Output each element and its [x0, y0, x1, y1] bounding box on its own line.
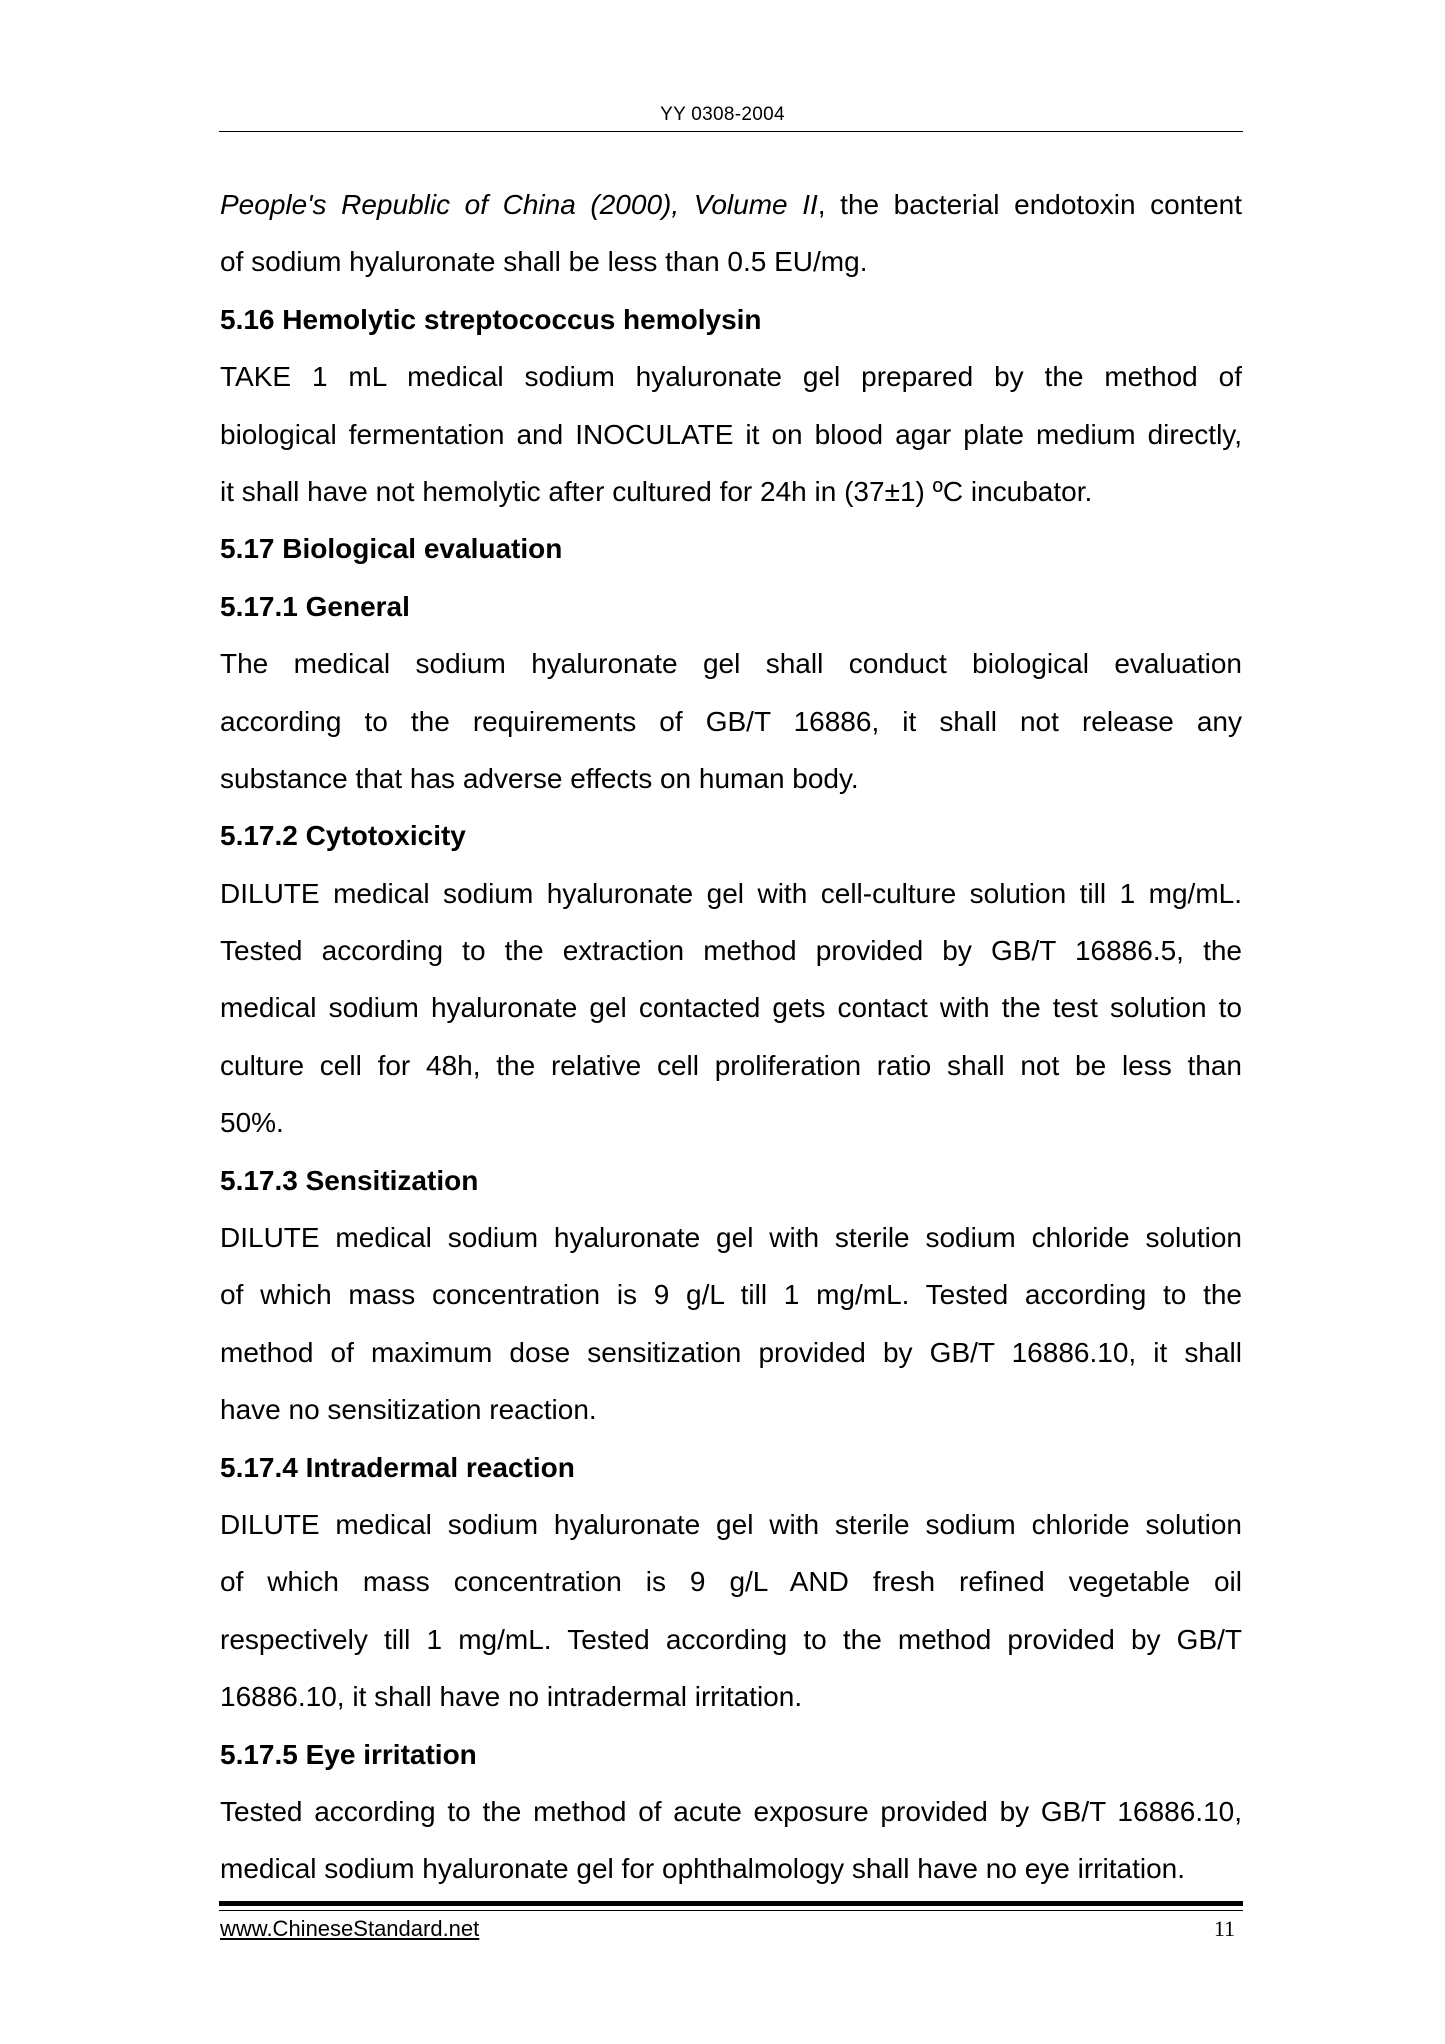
section-heading-5-16: 5.16 Hemolytic streptococcus hemolysin	[220, 303, 762, 335]
paragraph-line	[220, 176, 1242, 233]
paragraph-line: it shall have not hemolytic after cultured for 24h in (37±1) ºC incubator.	[220, 475, 1093, 507]
section-heading-5-17-5: 5.17.5 Eye irritation	[220, 1738, 477, 1770]
section-heading-5-17-3: 5.17.3 Sensitization	[220, 1164, 479, 1196]
paragraph-line: have no sensitization reaction.	[220, 1394, 597, 1426]
section-heading-5-17-1: 5.17.1 General	[220, 590, 410, 622]
footer-website-link[interactable]: www.ChineseStandard.net	[220, 1916, 480, 1941]
section-heading-5-17-4: 5.17.4 Intradermal reaction	[220, 1451, 575, 1483]
paragraph-line: Tested according to the method of acute exposure provided by GB/T 16886.10,	[220, 1795, 1242, 1827]
paragraph-text: , the bacterial endotoxin content	[817, 189, 1242, 220]
paragraph-line: 16886.10, it shall have no intradermal irritation.	[220, 1681, 803, 1713]
paragraph-line: DILUTE medical sodium hyaluronate gel with sterile sodium chloride solution	[220, 1222, 1242, 1254]
italic-citation: People's Republic of China (2000), Volume II	[220, 189, 818, 220]
paragraph-line: The medical sodium hyaluronate gel shall conduct biological evaluation	[220, 648, 1242, 680]
paragraph-line: culture cell for 48h, the relative cell proliferation ratio shall not be less than	[220, 1049, 1242, 1081]
paragraph-line: according to the requirements of GB/T 16886, it shall not release any	[220, 705, 1242, 737]
paragraph-line: of sodium hyaluronate shall be less than 0.5 EU/mg.	[220, 246, 868, 278]
section-heading-5-17: 5.17 Biological evaluation	[220, 533, 563, 565]
paragraph-line: TAKE 1 mL medical sodium hyaluronate gel prepared by the method of	[220, 361, 1242, 393]
paragraph-line: 50%.	[220, 1107, 284, 1139]
header-rule	[219, 131, 1243, 132]
paragraph-line: of which mass concentration is 9 g/L till 1 mg/mL. Tested according to the	[220, 1279, 1242, 1311]
paragraph-line: DILUTE medical sodium hyaluronate gel with sterile sodium chloride solution	[220, 1508, 1242, 1540]
paragraph-line: medical sodium hyaluronate gel for ophthalmology shall have no eye irritation.	[220, 1853, 1185, 1885]
page-header-standard-code: YY 0308-2004	[660, 104, 785, 125]
paragraph-line: of which mass concentration is 9 g/L AND fresh refined vegetable oil	[220, 1566, 1242, 1598]
section-heading-5-17-2: 5.17.2 Cytotoxicity	[220, 820, 466, 852]
paragraph-line: substance that has adverse effects on human body.	[220, 762, 859, 794]
footer-rule-thin	[219, 1910, 1243, 1911]
paragraph-line: Tested according to the extraction method provided by GB/T 16886.5, the	[220, 935, 1242, 967]
paragraph-line: biological fermentation and INOCULATE it on blood agar plate medium directly,	[220, 418, 1242, 450]
footer-rule-thick	[219, 1901, 1243, 1906]
document-body	[220, 176, 1242, 1898]
paragraph-line: medical sodium hyaluronate gel contacted gets contact with the test solution to	[220, 992, 1242, 1024]
paragraph-line: DILUTE medical sodium hyaluronate gel with cell-culture solution till 1 mg/mL.	[220, 877, 1242, 909]
paragraph-line: respectively till 1 mg/mL. Tested according to the method provided by GB/T	[220, 1623, 1242, 1655]
page-number: 11	[1213, 1916, 1235, 1941]
paragraph-line: method of maximum dose sensitization provided by GB/T 16886.10, it shall	[220, 1336, 1242, 1368]
